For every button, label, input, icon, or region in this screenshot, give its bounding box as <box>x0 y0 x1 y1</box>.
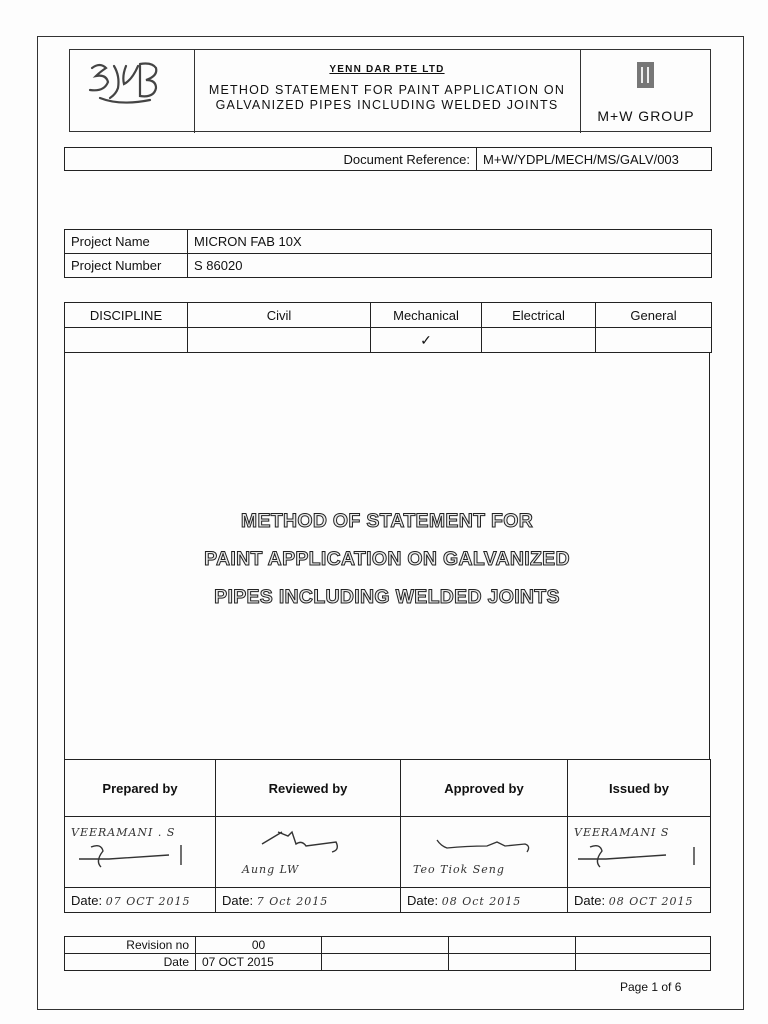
prepared-signature <box>71 839 211 875</box>
issued-by-label: Issued by <box>568 760 711 817</box>
discipline-label: DISCIPLINE <box>65 303 188 328</box>
group-name: M+W GROUP <box>597 108 695 124</box>
approved-signature <box>407 828 557 860</box>
discipline-general: General <box>596 303 712 328</box>
issued-date-label: Date: <box>574 892 606 908</box>
issued-by-name: VEERAMANI S <box>574 826 670 839</box>
revision-no-label: Revision no <box>65 937 196 954</box>
discipline-electrical: Electrical <box>482 303 596 328</box>
revision-no-value: 00 <box>196 937 322 954</box>
mw-group-logo-icon <box>637 62 654 88</box>
prepared-date: 07 OCT 2015 <box>105 894 191 908</box>
page-number: Page 1 of 6 <box>620 980 682 994</box>
prepared-date-label: Date: <box>71 892 103 908</box>
approved-signature-cell <box>401 817 568 888</box>
project-name-label: Project Name <box>65 230 188 254</box>
project-number-value: S 86020 <box>188 254 712 278</box>
main-title-line-2: PAINT APPLICATION ON GALVANIZED <box>204 548 570 570</box>
revision-table <box>64 936 711 971</box>
issued-signature-cell <box>568 817 711 888</box>
issued-date-cell <box>568 888 711 913</box>
document-reference-table <box>64 147 712 171</box>
company-logo <box>70 50 195 133</box>
reviewed-by-name: Aung LW <box>242 863 300 876</box>
main-title-line-1: METHOD OF STATEMENT FOR <box>240 510 534 532</box>
project-number-label: Project Number <box>65 254 188 278</box>
document-reference-label: Document Reference: <box>65 148 477 171</box>
approved-by-name: Teo Tiok Seng <box>413 863 505 876</box>
reviewed-signature <box>222 828 392 860</box>
prepared-signature-cell <box>65 817 216 888</box>
reviewed-by-label: Reviewed by <box>216 760 401 817</box>
prepared-by-name: VEERAMANI . S <box>71 826 176 839</box>
project-table <box>64 229 712 278</box>
header-title-line-1: METHOD STATEMENT FOR PAINT APPLICATION ON <box>208 83 566 97</box>
document-header <box>69 49 711 132</box>
revision-empty-cell <box>576 954 711 971</box>
discipline-table <box>64 302 712 353</box>
general-check-cell <box>596 328 712 353</box>
revision-empty-cell <box>449 937 576 954</box>
signoff-table <box>64 759 711 913</box>
mechanical-check-mark: ✓ <box>371 328 482 353</box>
header-title-block <box>194 50 581 133</box>
reviewed-date: 7 Oct 2015 <box>256 894 329 908</box>
company-name: YENN DAR PTE LTD <box>329 64 445 75</box>
ydpl-logo-icon <box>70 50 194 133</box>
project-name-value: MICRON FAB 10X <box>188 230 712 254</box>
prepared-date-cell <box>65 888 216 913</box>
revision-date-label: Date <box>65 954 196 971</box>
group-logo-block <box>580 50 712 133</box>
reviewed-date-cell <box>216 888 401 913</box>
approved-date-cell <box>401 888 568 913</box>
revision-date-value: 07 OCT 2015 <box>196 954 322 971</box>
issued-signature <box>574 839 709 875</box>
header-title-line-2: GALVANIZED PIPES INCLUDING WELDED JOINTS <box>215 98 559 112</box>
discipline-blank-cell <box>65 328 188 353</box>
revision-empty-cell <box>322 954 449 971</box>
approved-date: 08 Oct 2015 <box>441 894 522 908</box>
reviewed-signature-cell <box>216 817 401 888</box>
reviewed-date-label: Date: <box>222 892 254 908</box>
document-reference-value: M+W/YDPL/MECH/MS/GALV/003 <box>477 148 712 171</box>
revision-empty-cell <box>449 954 576 971</box>
revision-empty-cell <box>576 937 711 954</box>
discipline-civil: Civil <box>188 303 371 328</box>
approved-date-label: Date: <box>407 892 439 908</box>
prepared-by-label: Prepared by <box>65 760 216 817</box>
discipline-mechanical: Mechanical <box>371 303 482 328</box>
approved-by-label: Approved by <box>401 760 568 817</box>
main-title <box>65 502 709 616</box>
civil-check-cell <box>188 328 371 353</box>
issued-date: 08 OCT 2015 <box>608 894 694 908</box>
revision-empty-cell <box>322 937 449 954</box>
electrical-check-cell <box>482 328 596 353</box>
main-title-box <box>64 352 710 760</box>
main-title-line-3: PIPES INCLUDING WELDED JOINTS <box>214 586 560 608</box>
